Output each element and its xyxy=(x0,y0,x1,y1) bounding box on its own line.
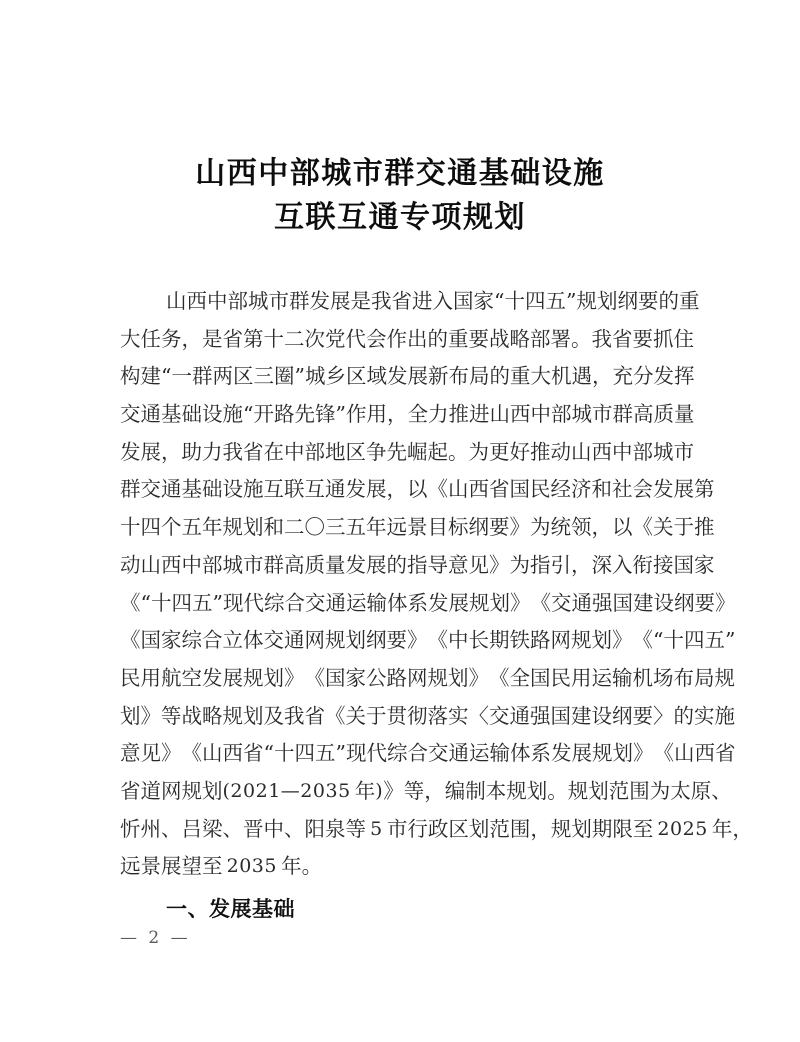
body-line xyxy=(120,434,694,472)
document-title-line-2: 互联互通专项规划 xyxy=(274,200,526,235)
page-number: — 2 — xyxy=(120,928,191,948)
body-line-text: 意 见 》 《 山 西 省 “ 十 四 五 ” 现 代 综 合 交 通 运 输 体 系 发 展 规 划 》 《 山 西 省 xyxy=(120,741,736,766)
body-line-text: 发 展 ， 助 力 我 省 在 中 部 地 区 争 先 崛 起 。 为 更 好 推 动 山 西 中 部 城 市 xyxy=(120,439,694,464)
section-heading-development-basis: 一、发展基础 xyxy=(166,897,295,921)
body-line-text: 十 四 个 五 年 规 划 和 二 〇 三 五 年 远 景 目 标 纲 要 》 为 统 领 ， 以 《 关 于 推 xyxy=(120,515,715,540)
body-line xyxy=(120,283,700,321)
body-line xyxy=(120,811,753,849)
body-line-text: 群 交 通 基 础 设 施 互 联 互 通 发 展 ， 以 《 山 西 省 国 民 经 济 和 社 会 发 展 第 xyxy=(120,477,715,502)
body-line-text: 远 景 展 望 至 2 0 3 5 年 。 xyxy=(120,854,323,879)
body-line xyxy=(120,321,694,359)
body-line xyxy=(120,585,736,623)
body-line-text: 构 建 “ 一 群 两 区 三 圈 ” 城 乡 区 域 发 展 新 布 局 的 重 大 机 遇 ， 充 分 发 挥 xyxy=(120,364,695,389)
body-line-text: 民 用 航 空 发 展 规 划 》 《 国 家 公 路 网 规 划 》 《 全 国 民 用 运 输 机 场 布 局 规 xyxy=(120,665,735,690)
document-title-line-1: 山西中部城市群交通基础设施 xyxy=(195,156,605,191)
body-line xyxy=(120,698,735,736)
body-line-text: 大 任 务 ， 是 省 第 十 二 次 党 代 会 作 出 的 重 要 战 略 部 署 。 我 省 要 抓 住 xyxy=(120,326,694,351)
body-line-text: 动 山 西 中 部 城 市 群 高 质 量 发 展 的 指 导 意 见 》 为 指 引 ， 深 入 衔 接 国 家 xyxy=(120,552,715,577)
body-line-text: 《 国 家 综 合 立 体 交 通 网 规 划 纲 要 》 《 中 长 期 铁 路 网 规 划 》 《 “ 十 四 五 ” xyxy=(120,628,736,653)
body-line xyxy=(120,509,715,547)
body-line xyxy=(120,547,715,585)
body-line xyxy=(120,622,736,660)
body-line xyxy=(120,773,732,811)
body-line xyxy=(120,848,682,886)
body-line xyxy=(120,471,715,509)
body-paragraph xyxy=(120,283,753,886)
body-line xyxy=(120,358,695,396)
body-line-text: 忻 州 、 吕 梁 、 晋 中 、 阳 泉 等 5 市 行 政 区 划 范 围 ， 规 划 期 限 至 2 0 2 5 年 ， xyxy=(120,816,753,841)
body-line xyxy=(120,660,735,698)
body-line-text: 划 》 等 战 略 规 划 及 我 省 《 关 于 贯 彻 落 实 〈 交 通 强 国 建 设 纲 要 〉 的 实 施 xyxy=(120,703,735,728)
body-line xyxy=(120,396,695,434)
body-line xyxy=(120,735,736,773)
body-line-text: 省 道 网 规 划 ( 2 0 2 1 — 2 0 3 5 年 ) 》 等 ， 编 制 本 规 划 。 规 划 范 围 为 太 原 、 xyxy=(120,778,732,803)
document-title xyxy=(0,152,800,240)
body-line-text: 山 西 中 部 城 市 群 发 展 是 我 省 进 入 国 家 “ 十 四 五 ” 规 划 纲 要 的 重 xyxy=(166,289,700,313)
body-line-text: 交 通 基 础 设 施 “ 开 路 先 锋 ” 作 用 ， 全 力 推 进 山 西 中 部 城 市 群 高 质 量 xyxy=(120,402,695,427)
body-line-text: 《 “ 十 四 五 ” 现 代 综 合 交 通 运 输 体 系 发 展 规 划 》 《 交 通 强 国 建 设 纲 要 》 xyxy=(120,590,736,615)
